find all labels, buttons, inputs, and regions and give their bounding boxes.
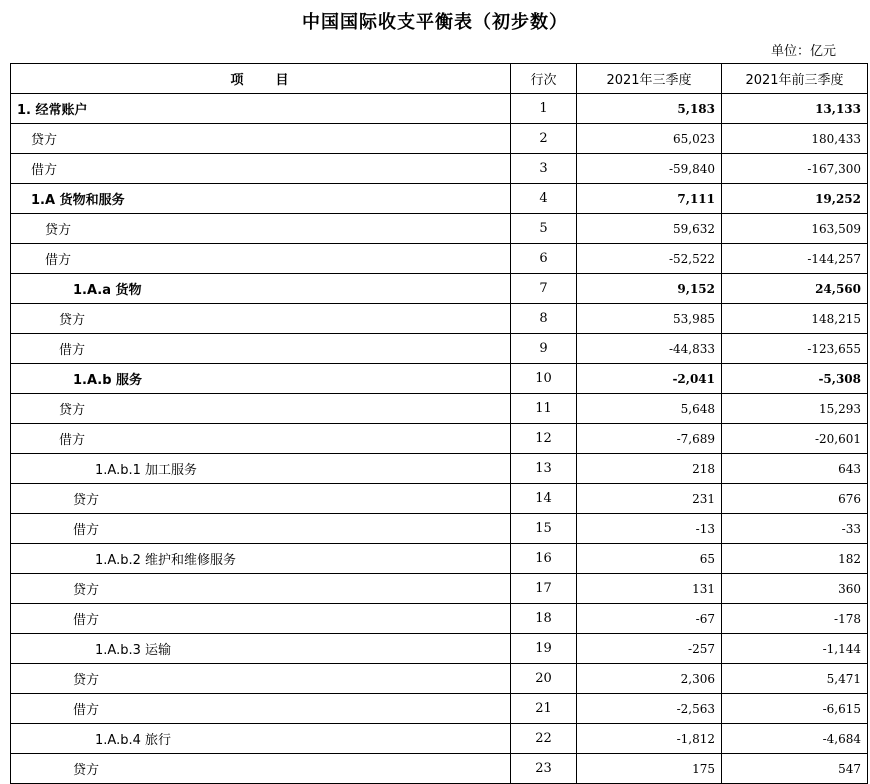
table-row: [11, 364, 868, 394]
row-line-no: 12: [511, 424, 577, 454]
row-q3-value: 65,023: [577, 124, 722, 154]
row-label: 1.A.b.2 维护和维修服务: [11, 544, 511, 574]
table-row: [11, 124, 868, 154]
table-row: [11, 394, 868, 424]
row-line-no: 23: [511, 754, 577, 784]
row-line-no: 2: [511, 124, 577, 154]
row-line-no: 21: [511, 694, 577, 724]
row-line-no: 8: [511, 304, 577, 334]
row-ytd-value: 360: [722, 574, 868, 604]
row-label: 1. 经常账户: [11, 94, 511, 124]
row-q3-value: -52,522: [577, 244, 722, 274]
row-q3-value: 175: [577, 754, 722, 784]
row-label: 1.A.b.4 旅行: [11, 724, 511, 754]
row-ytd-value: 5,471: [722, 664, 868, 694]
table-row: [11, 604, 868, 634]
row-line-no: 9: [511, 334, 577, 364]
table-row: [11, 274, 868, 304]
table-row: [11, 484, 868, 514]
row-ytd-value: 182: [722, 544, 868, 574]
row-q3-value: 131: [577, 574, 722, 604]
row-ytd-value: -5,308: [722, 364, 868, 394]
row-line-no: 16: [511, 544, 577, 574]
table-row: [11, 724, 868, 754]
row-label: 借方: [11, 424, 511, 454]
row-line-no: 5: [511, 214, 577, 244]
row-q3-value: 53,985: [577, 304, 722, 334]
row-q3-value: 59,632: [577, 214, 722, 244]
row-ytd-value: -20,601: [722, 424, 868, 454]
balance-of-payments-table: [10, 63, 868, 784]
row-label: 借方: [11, 604, 511, 634]
table-header-row: [11, 64, 868, 94]
row-ytd-value: -1,144: [722, 634, 868, 664]
row-ytd-value: 13,133: [722, 94, 868, 124]
table-row: [11, 304, 868, 334]
row-ytd-value: 676: [722, 484, 868, 514]
row-label: 1.A.a 货物: [11, 274, 511, 304]
header-item: 项 目: [11, 64, 511, 94]
row-line-no: 22: [511, 724, 577, 754]
row-label: 贷方: [11, 304, 511, 334]
row-ytd-value: 643: [722, 454, 868, 484]
table-row: [11, 244, 868, 274]
row-label: 贷方: [11, 664, 511, 694]
row-ytd-value: -178: [722, 604, 868, 634]
row-line-no: 13: [511, 454, 577, 484]
row-q3-value: 218: [577, 454, 722, 484]
row-q3-value: -59,840: [577, 154, 722, 184]
row-label: 贷方: [11, 754, 511, 784]
row-line-no: 15: [511, 514, 577, 544]
row-line-no: 20: [511, 664, 577, 694]
row-label: 1.A.b.1 加工服务: [11, 454, 511, 484]
row-q3-value: 231: [577, 484, 722, 514]
row-ytd-value: 15,293: [722, 394, 868, 424]
header-ytd: 2021年前三季度: [722, 64, 868, 94]
table-row: [11, 184, 868, 214]
row-q3-value: -257: [577, 634, 722, 664]
row-label: 贷方: [11, 394, 511, 424]
row-ytd-value: 180,433: [722, 124, 868, 154]
row-label: 借方: [11, 154, 511, 184]
header-q3: 2021年三季度: [577, 64, 722, 94]
row-label: 1.A 货物和服务: [11, 184, 511, 214]
table-row: [11, 424, 868, 454]
table-row: [11, 694, 868, 724]
row-ytd-value: 163,509: [722, 214, 868, 244]
row-line-no: 17: [511, 574, 577, 604]
table-row: [11, 214, 868, 244]
row-ytd-value: 547: [722, 754, 868, 784]
row-q3-value: -13: [577, 514, 722, 544]
row-line-no: 19: [511, 634, 577, 664]
row-line-no: 11: [511, 394, 577, 424]
row-ytd-value: -144,257: [722, 244, 868, 274]
row-line-no: 10: [511, 364, 577, 394]
row-q3-value: 9,152: [577, 274, 722, 304]
row-line-no: 3: [511, 154, 577, 184]
table-row: [11, 94, 868, 124]
table-row: [11, 574, 868, 604]
row-ytd-value: 19,252: [722, 184, 868, 214]
row-ytd-value: -4,684: [722, 724, 868, 754]
row-q3-value: -2,563: [577, 694, 722, 724]
table-row: [11, 634, 868, 664]
row-line-no: 7: [511, 274, 577, 304]
unit-label: 单位：亿元: [770, 44, 836, 59]
header-line-no: 行次: [511, 64, 577, 94]
row-ytd-value: -167,300: [722, 154, 868, 184]
page-title: 中国国际收支平衡表（初步数）: [302, 12, 568, 33]
table-row: [11, 454, 868, 484]
row-q3-value: -2,041: [577, 364, 722, 394]
row-ytd-value: -123,655: [722, 334, 868, 364]
row-q3-value: -67: [577, 604, 722, 634]
row-q3-value: 5,183: [577, 94, 722, 124]
row-label: 借方: [11, 334, 511, 364]
table-row: [11, 514, 868, 544]
row-label: 借方: [11, 694, 511, 724]
row-ytd-value: 24,560: [722, 274, 868, 304]
row-ytd-value: -6,615: [722, 694, 868, 724]
row-q3-value: -1,812: [577, 724, 722, 754]
row-q3-value: -7,689: [577, 424, 722, 454]
row-label: 借方: [11, 244, 511, 274]
table-row: [11, 754, 868, 784]
table-row: [11, 664, 868, 694]
row-ytd-value: -33: [722, 514, 868, 544]
row-q3-value: 2,306: [577, 664, 722, 694]
row-line-no: 4: [511, 184, 577, 214]
row-label: 借方: [11, 514, 511, 544]
row-line-no: 14: [511, 484, 577, 514]
row-label: 贷方: [11, 124, 511, 154]
row-label: 1.A.b.3 运输: [11, 634, 511, 664]
row-line-no: 1: [511, 94, 577, 124]
row-ytd-value: 148,215: [722, 304, 868, 334]
row-label: 贷方: [11, 484, 511, 514]
row-label: 贷方: [11, 214, 511, 244]
table-row: [11, 154, 868, 184]
row-q3-value: 7,111: [577, 184, 722, 214]
row-label: 1.A.b 服务: [11, 364, 511, 394]
row-line-no: 18: [511, 604, 577, 634]
row-q3-value: -44,833: [577, 334, 722, 364]
row-line-no: 6: [511, 244, 577, 274]
row-q3-value: 5,648: [577, 394, 722, 424]
row-q3-value: 65: [577, 544, 722, 574]
table-row: [11, 544, 868, 574]
table-row: [11, 334, 868, 364]
row-label: 贷方: [11, 574, 511, 604]
